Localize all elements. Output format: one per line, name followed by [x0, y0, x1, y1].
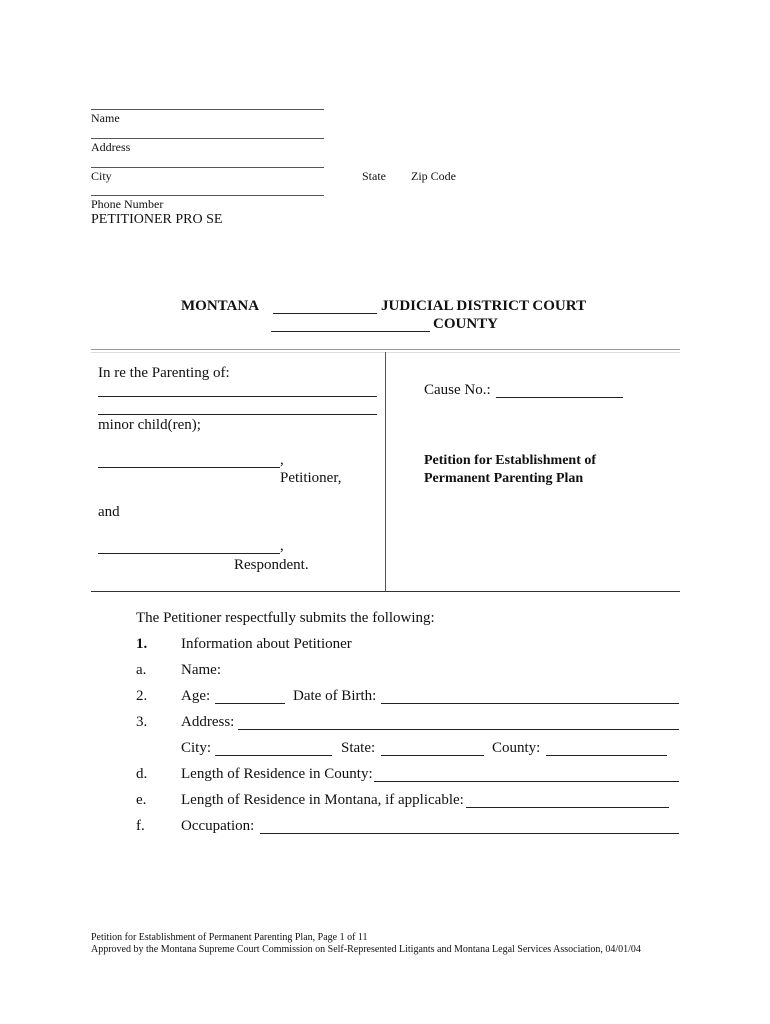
address-field-label: Address:	[181, 714, 235, 730]
age-blank[interactable]	[215, 703, 285, 704]
footer-page-info: Petition for Establishment of Permanent Parenting Plan, Page 1 of 11	[91, 932, 368, 943]
pro-se-label: PETITIONER PRO SE	[91, 212, 223, 227]
court-district: JUDICIAL DISTRICT COURT	[381, 298, 587, 314]
petitioner-label: Petitioner,	[280, 470, 342, 486]
petitioner-comma: ,	[280, 452, 284, 468]
petitioner-name-line[interactable]	[98, 467, 280, 468]
residence-county-label: Length of Residence in County:	[181, 766, 373, 782]
name-line[interactable]	[91, 109, 324, 110]
cause-number-label: Cause No.:	[424, 382, 491, 398]
child-name-line-1[interactable]	[98, 396, 377, 397]
footer-approval: Approved by the Montana Supreme Court Commission on Self-Represented Litigants and Montana Legal Services Association, 04/01/04	[91, 944, 641, 955]
item-f-number: f.	[136, 818, 145, 834]
state-label: State	[362, 169, 386, 183]
dob-label: Date of Birth:	[293, 688, 377, 704]
respondent-label: Respondent.	[234, 557, 309, 573]
occupation-blank[interactable]	[260, 833, 679, 834]
item-3-number: 3.	[136, 714, 148, 730]
minor-children-label: minor child(ren);	[98, 417, 201, 433]
item-e-number: e.	[136, 792, 147, 808]
residence-montana-label: Length of Residence in Montana, if applicable:	[181, 792, 464, 808]
address-line[interactable]	[91, 138, 324, 139]
residence-county-blank[interactable]	[374, 781, 679, 782]
city-line[interactable]	[91, 167, 324, 168]
court-county: COUNTY	[433, 316, 499, 332]
county-blank[interactable]	[546, 755, 667, 756]
district-number-blank[interactable]	[273, 313, 377, 314]
zip-label: Zip Code	[411, 169, 456, 183]
city-label: City	[91, 169, 112, 183]
dob-blank[interactable]	[381, 703, 679, 704]
caption-divider	[385, 352, 386, 592]
respondent-name-line[interactable]	[98, 553, 280, 554]
name-label: Name	[91, 111, 120, 125]
item-d-number: d.	[136, 766, 148, 782]
child-name-line-2[interactable]	[98, 414, 377, 415]
phone-label: Phone Number	[91, 197, 164, 211]
item-name-label: Name:	[181, 662, 221, 678]
item-1-label: Information about Petitioner	[181, 636, 352, 652]
state-field-label: State:	[341, 740, 376, 756]
city-blank[interactable]	[215, 755, 332, 756]
in-re-label: In re the Parenting of:	[98, 365, 230, 381]
age-label: Age:	[181, 688, 211, 704]
cause-number-blank[interactable]	[496, 397, 623, 398]
residence-montana-blank[interactable]	[466, 807, 669, 808]
item-2-number: 2.	[136, 688, 148, 704]
address-blank[interactable]	[238, 729, 679, 730]
and-label: and	[98, 504, 120, 520]
respondent-comma: ,	[280, 538, 284, 554]
phone-line[interactable]	[91, 195, 324, 196]
petition-title-line-2: Permanent Parenting Plan	[424, 471, 584, 486]
intro-text: The Petitioner respectfully submits the following:	[136, 610, 435, 626]
item-a-number: a.	[136, 662, 147, 678]
county-field-label: County:	[492, 740, 541, 756]
petition-title-line-1: Petition for Establishment of	[424, 453, 597, 468]
occupation-label: Occupation:	[181, 818, 255, 834]
caption-bottom-rule	[91, 591, 680, 592]
county-name-blank[interactable]	[271, 331, 430, 332]
court-montana: MONTANA	[181, 298, 260, 314]
address-label: Address	[91, 140, 131, 154]
state-blank[interactable]	[381, 755, 484, 756]
item-1-number: 1.	[136, 636, 148, 652]
city-field-label: City:	[181, 740, 212, 756]
